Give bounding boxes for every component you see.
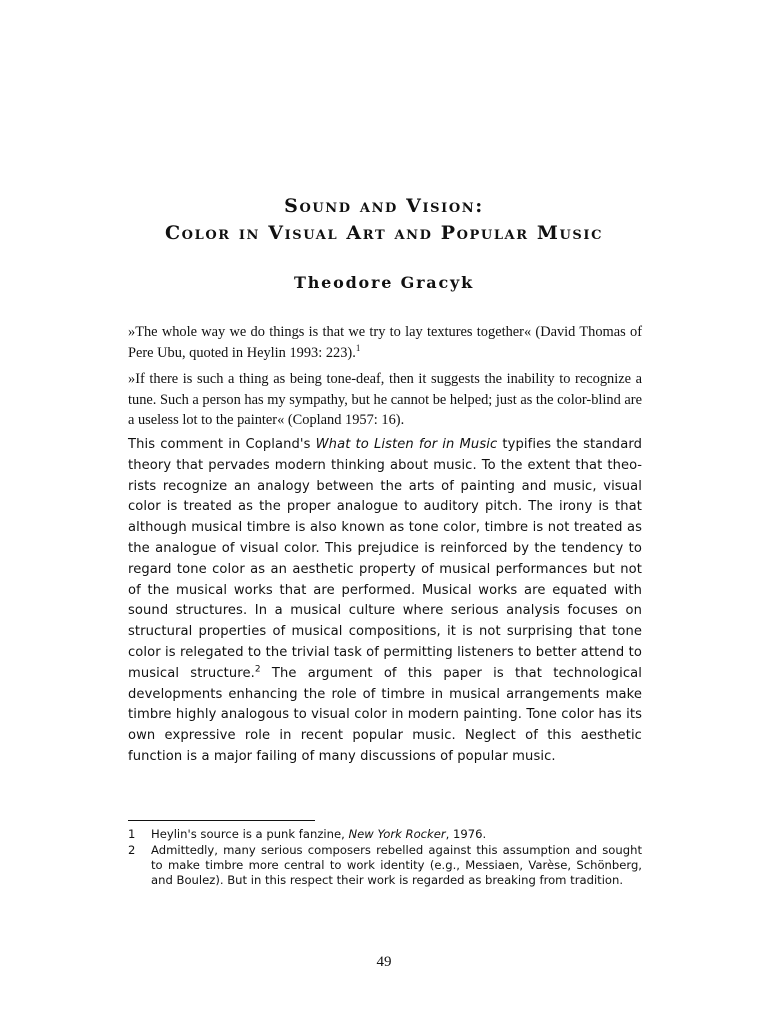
body-text-part-2: typifies the standard theory that pervades modern thinking about music. To the extent that theorists recognize an analogy between the arts of painting and music, visual color is treated as the proper analogue to auditory pitch. The irony is that although musical timbre is also known as tone color, timbre is not treated as the analogue of visual color. This prejudice is reinforced by the tendency to regard tone color as an aesthetic property of musical performances but not of the musical works that are performed. Musical works are equated with sound structures. In a musical culture where serious analysis focuses on structural properties of musical compositions, it is not surprising that tone color is relegated to the trivial task of permitting listeners to better attend to musical structure. [128, 437, 642, 681]
footnote-1-text-after: , 1976. [445, 827, 487, 841]
title-line-2: Color in Visual Art and Popular Music [164, 222, 604, 244]
book-title: What to Listen for in Music [315, 437, 498, 452]
title-line-1: Sound and Vision: [284, 195, 484, 217]
epigraph-1 [128, 322, 642, 363]
footnote-1-text-before: Heylin's source is a punk fanzine, [151, 827, 349, 841]
author-name: Theodore Gracyk [293, 273, 474, 292]
body-text-part-1: This comment in Copland's [128, 437, 316, 452]
footnote-ref-2: 2 [254, 664, 261, 675]
footnote-ref-1: 1 [355, 342, 361, 353]
page-number: 49 [376, 954, 392, 970]
footnote-1-italic: New York Rocker [348, 827, 446, 841]
article-title [0, 193, 768, 247]
footnote-1-number: 1 [128, 827, 136, 841]
epigraph-2-text: »If there is such a thing as being tone-deaf, then it suggests the inability to recognize a tune. Such a person has my sympathy, but he cannot be helped; just as the color-blind are a useless lot to the painter« (Copland 1957: 16). [128, 371, 642, 428]
epigraph-2 [128, 369, 642, 431]
footnote-2-text: Admittedly, many serious composers rebelled against this assumption and sought to make timbre more central to work identity (e.g., Messiaen, Varèse, Schönberg, and Boulez). But in this respect their work is regarded as breaking from tradition. [151, 843, 642, 888]
footnote-2-number: 2 [128, 843, 136, 857]
footnote-divider [128, 820, 315, 821]
epigraph-1-text: »The whole way we do things is that we try to lay textures together« (David Thomas of Pere Ubu, quoted in Heylin 1993: 223). [128, 324, 642, 361]
body-paragraph [128, 435, 642, 768]
body-text-part-3: The argument of this paper is that technological developments enhancing the role of timbre in musical arrangements make timbre highly analogous to visual color in modern painting. Tone color has its own expressive role in recent popular music. Neglect of this aesthetic function is a major failing of many discussions of popular music. [128, 665, 642, 764]
footnote-1-text [151, 827, 642, 842]
